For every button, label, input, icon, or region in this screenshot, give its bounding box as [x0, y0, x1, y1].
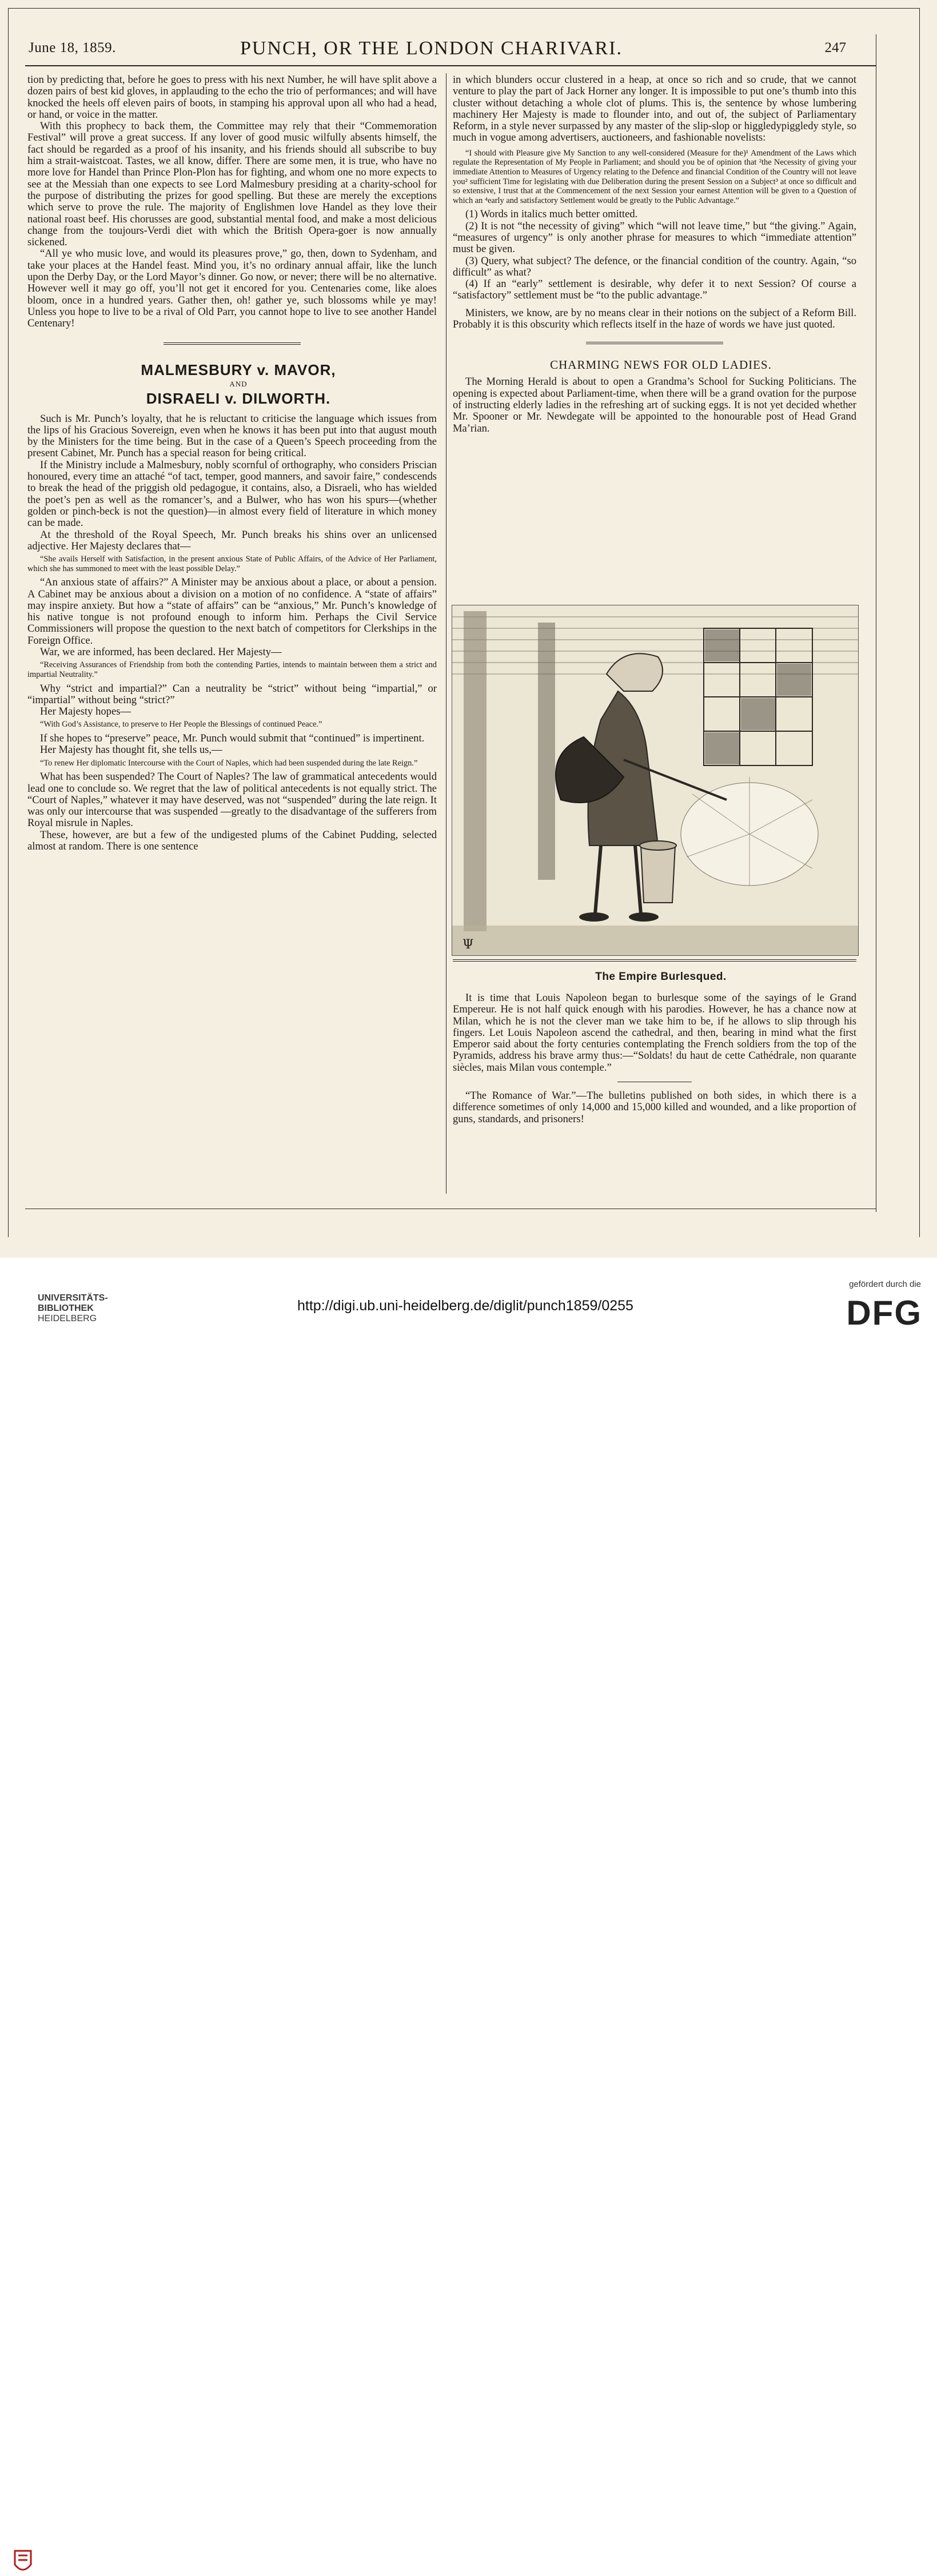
paragraph: War, we are informed, has been declared. Her Majesty—: [40, 646, 282, 659]
paragraph: If she hopes to “preserve” peace, Mr. Punch would submit that “continued” is impertinent.: [40, 732, 425, 745]
section-divider: [453, 959, 856, 962]
outer-border-left: [8, 8, 9, 1237]
speech-quote: “Receiving Assurances of Friendship from both the contending Parties, intends to maintain between them a strict and impartial Neutrality.”: [27, 660, 437, 679]
footnote: (4) If an “early” settlement is desirable, why defer it to next Session? Of course a “satisfactory” settlement must be “to the public advantage.”: [453, 278, 856, 302]
masthead-title: PUNCH, OR THE LONDON CHARIVARI.: [240, 38, 623, 59]
library-name: [38, 1293, 108, 1324]
outer-border-right: [919, 8, 920, 1237]
section-divider: [586, 342, 723, 344]
header-underline: [25, 65, 876, 66]
paragraph: Ministers, we know, are by no means clear in their notions on the subject of a Reform Bill. Probably it is this obscurity which reflects itself in the haze of words we have just quoted.: [453, 306, 856, 331]
paragraph: in which blunders occur clustered in a heap, at once so rich and so crude, that we cannot venture to play the part of Jack Horner any longer. It is impossible to put one’s thumb into this cluster without detaching a whole clot of plums. This is, the sentence by whose lumbering machinery Her Majesty is made to flounder into, and out of, the subject of Parliamentary Reform, in a style never surpassed by any master of the slip-slop or higgledypiggledy style, so much in vogue among advertisers, auctioneers, and fashionable novelists:: [453, 74, 856, 144]
speech-quote: “With God’s Assistance, to preserve to Her People the Blessings of continued Peace.”: [40, 720, 322, 729]
source-url-link[interactable]: http://digi.ub.uni-heidelberg.de/diglit/punch1859/0255: [297, 1298, 633, 1314]
paragraph: Her Majesty hopes—: [40, 705, 131, 718]
paragraph: These, however, are but a few of the undigested plums of the Cabinet Pudding, selected almost at random. There is one sentence: [27, 828, 437, 852]
left-column: [27, 74, 437, 852]
issue-date: June 18, 1859.: [29, 40, 116, 55]
library-name-line: UNIVERSITÄTS-: [38, 1293, 108, 1303]
right-column-bottom: [453, 959, 856, 1125]
library-name-line: BIBLIOTHEK: [38, 1303, 94, 1313]
page-header: [29, 38, 846, 63]
footnote: (2) It is not “the necessity of giving” which “will not leave time,” but “the giving.” Again, “measures of urgency” is only another phrase for measures to which “immediate attention” must be given.: [453, 220, 856, 256]
article-title-and: AND: [229, 379, 248, 388]
article-title: The Empire Burlesqued.: [595, 971, 727, 983]
page-number: 247: [824, 40, 846, 55]
paragraph: It is time that Louis Napoleon began to burlesque some of the sayings of le Grand Empereur. He is not half quick enough with his parodies. However, he has a chance now at Milan, which he is not the clever man we take him to be, if he allows to slip through his fingers. Let Louis Napoleon ascend the cathedral, and then, bearing in mind what the first Emperor said about the forty centuries contemplating the French soldiers from the top of the Pyramids, address his brave army thus:—“Soldats! du haut de cette Cathédrale, non quarante siècles, mais Milan vous contemple.”: [453, 992, 856, 1074]
paragraph: If the Ministry include a Malmesbury, nobly scornful of orthography, who considers Priscian honoured, every time an attaché “of tact, temper, good manners, and savoir faire,” condescends to break the head of the priggish old pedagogue, it contains, also, a Disraeli, who has wielded the poet’s pen as well as the romancer’s, and a Bulwer, who has won his spurs—(whether golden or pinch-beck is not the question)—in almost every field of literature in which money can be made.: [27, 458, 437, 529]
speech-quote: “She avails Herself with Satisfaction, in the present anxious State of Public Affairs, of the Advice of Her Parliament, which she has summoned to meet with the least possible Delay.”: [27, 555, 437, 573]
article-title: DISRAELI v. DILWORTH.: [146, 389, 331, 407]
sponsor-text: gefördert durch die: [849, 1279, 921, 1289]
paragraph: The Morning Herald is about to open a Grandma’s School for Sucking Politicians. The opening is expected about Parliament-time, when there will be a grand ovation for the purpose of instructing elderly ladies in the refreshing art of sucking eggs. It is not yet decided whether Mr. Spooner or Mr. Newdegate will be appointed to the honourable post of Head Grand Ma’rian.: [453, 376, 856, 434]
paragraph: “All ye who music love, and would its pleasures prove,” go, then, down to Sydenham, and take your places at the Handel feast. Mind you, it’s no ordinary annual affair, like the lunch upon the Derby Day, or the Lord Mayor’s dinner. Go now, or never; there will be no alternative. However well it may go off, you’ll not get it encored for you. Centenaries come, like aloes bloom, once in a hundred years. Gather then, oh! gather ye, such blossoms while ye may! Unless you hope to live to be a rival of Old Parr, you cannot hope to live to see another Handel Centenary!: [27, 248, 437, 330]
dfg-logo: DFG: [846, 1294, 922, 1332]
old-lady-cartoon: [452, 605, 858, 955]
library-crest-icon: [13, 2549, 33, 2576]
footnote: (1) Words in italics much better omitted.: [465, 208, 638, 221]
library-name-line: HEIDELBERG: [38, 1314, 97, 1323]
footnote: (3) Query, what subject? The defence, or the financial condition of the country. Again, “so difficult” as what?: [453, 254, 856, 278]
speech-quote: “To renew Her diplomatic Intercourse with the Court of Naples, which had been suspended during the late Reign.”: [40, 758, 418, 768]
paragraph: Her Majesty has thought fit, she tells us,—: [40, 744, 222, 756]
article-title: MALMESBURY v. MAVOR,: [141, 361, 336, 378]
paragraph: tion by predicting that, before he goes to press with his next Number, he will have split above a dozen pairs of best kid gloves, in applauding to the echo the trio of performances; and will have knocked the heels off eleven pairs of boots, in stamping his approval upon all who had a head, or hand, or voice in the matter.: [27, 74, 437, 121]
paragraph: What has been suspended? The Court of Naples? The law of grammatical antecedents would lead one to conclude so. We regret that the law of political antecedents is not equally strict. The “Court of Naples,” whatever it may have deserved, was not “suspended” during the late reign. It was only our intercourse that was suspended —greatly to the disadvantage of the sufferers from Royal misrule in Naples.: [27, 771, 437, 830]
scanned-page: [0, 0, 937, 1258]
digitization-footer: [0, 1258, 937, 1333]
outer-border-top: [8, 8, 920, 9]
article-title: CHARMING NEWS FOR OLD LADIES.: [550, 358, 772, 372]
cartoon-illustration: [452, 605, 859, 956]
paragraph: Why “strict and impartial?” Can a neutrality be “strict” without being “impartial,” or “impartial” without being “strict?”: [27, 682, 437, 706]
paragraph: “An anxious state of affairs?” A Minister may be anxious about a place, or about a pension. A Cabinet may be anxious about a division on a motion of no confidence. A “state of affairs” may inspire anxiety. But how a “state of affairs” can be “anxious,” Mr. Punch’s knowledge of his native tongue is not profound enough to inform him. Perhaps the Civil Service Commissioners will propose the question to the next batch of competitors for Clerkships in the Foreign Office.: [27, 576, 437, 647]
speech-quote: “I should with Pleasure give My Sanction to any well-considered (Measure for the)¹ Amendment of the Laws which regulate the Representation of My People in Parliament; and should you be of opinion that ²the Necessity of giving your immediate Attention to Measures of Urgency relating to the Defence and financial Condition of the Country will not leave you² sufficient Time for legislating with due Deliberation during the present Session on a Subject³ at once so difficult and so extensive, I trust that at the Commencement of the next Session your earnest Attention will be given to a Question of which an ⁴early and satisfactory Settlement would be greatly to the Public Advantage.”: [453, 148, 856, 205]
artist-monogram: Ψ: [462, 938, 474, 952]
section-divider: [164, 342, 301, 345]
paragraph: Such is Mr. Punch’s loyalty, that he is reluctant to criticise the language which issues from the lips of his Gracious Sovereign, even when he knows it has been put into that august mouth by the Ministers for the time being. But in the case of a Queen’s Speech proceeding from the present Cabinet, Mr. Punch has a special reason for being critical.: [27, 412, 437, 460]
paragraph: At the threshold of the Royal Speech, Mr. Punch breaks his shins over an unlicensed adjective. Her Majesty declares that—: [27, 528, 437, 552]
paragraph: “The Romance of War.”—The bulletins published on both sides, in which there is a difference sometimes of only 14,000 and 15,000 killed and wounded, and a like proportion of guns, standards, and prisoners!: [453, 1090, 856, 1125]
right-column-top: [453, 74, 856, 434]
paragraph: With this prophecy to back them, the Committee may rely that their “Commemoration Festival” will prove a great success. If any lover of good music wilfully absents himself, the fact should be regarded as a proof of his insanity, and his friends should all subscribe to buy him a strait-waistcoat. Tastes, we all know, differ. There are some men, it is true, who have no more love for Handel than Prince Plon-Plon has for fighting, and whom one no more expects to see at the Messiah than one expects to see Lord Malmesbury presiding at a charity-school for the purpose of distributing the prizes for good spelling. But these are merely the exceptions which serve to prove the rule. The majority of Englishmen love Handel as they love their national roast beef. His chorusses are good, substantial mental food, and make a most delicious change from the toujours-Verdi diet with which the British Opera-goer is now annually sickened.: [27, 120, 437, 249]
